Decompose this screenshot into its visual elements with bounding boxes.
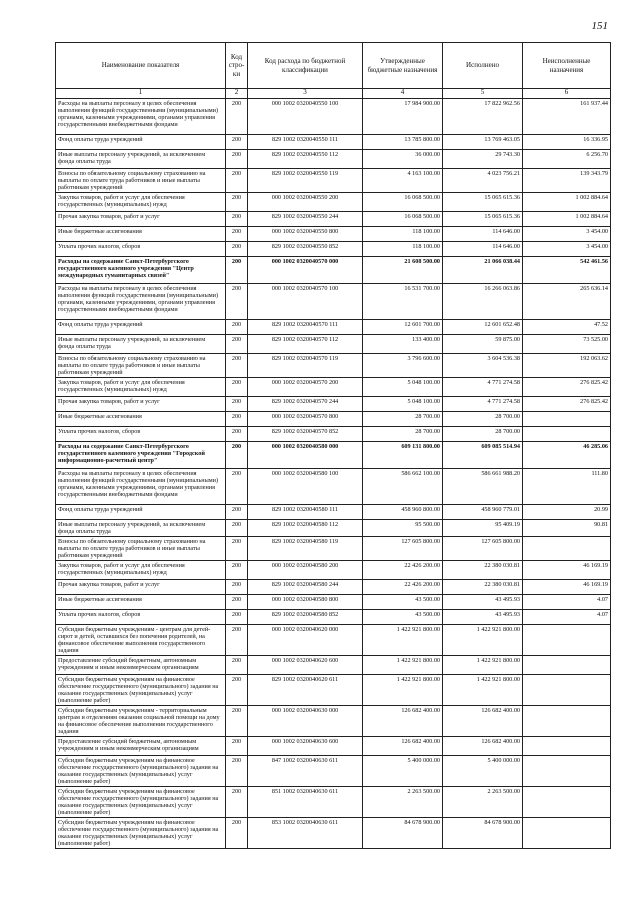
- table-row: [56, 520, 611, 537]
- budget-execution-table: [55, 42, 611, 849]
- cell-classification: 829 1002 0320040570 112: [248, 335, 363, 354]
- header-name: Наименование показателя: [56, 43, 226, 89]
- col-number: 3: [248, 89, 363, 99]
- header-approved: Утвержденные бюджетные назначения: [363, 43, 443, 89]
- cell-approved: 13 785 800.00: [363, 135, 443, 150]
- cell-name: Фонд оплаты труда учреждений: [56, 320, 226, 335]
- cell-name: Прочая закупка товаров, работ и услуг: [56, 397, 226, 412]
- cell-name: Иные бюджетные ассигнования: [56, 595, 226, 610]
- cell-name: Расходы на содержание Санкт-Петербургского государственного казенного учреждения "Городской информационно-расчетный центр": [56, 442, 226, 469]
- cell-executed: 84 678 900.00: [443, 818, 523, 849]
- cell-classification: 847 1002 0320040630 611: [248, 756, 363, 787]
- cell-name: Фонд оплаты труда учреждений: [56, 505, 226, 520]
- cell-unexecuted: 16 336.95: [523, 135, 611, 150]
- table-row: [56, 505, 611, 520]
- cell-unexecuted: 276 825.42: [523, 397, 611, 412]
- cell-classification: 000 1002 0320040580 100: [248, 469, 363, 505]
- cell-name: Взносы по обязательному социальному страхованию на выплаты по оплате труда работников и иные выплаты работникам учреждений: [56, 354, 226, 378]
- cell-executed: 4 023 756.21: [443, 169, 523, 193]
- cell-code: 200: [226, 284, 248, 320]
- table-row: [56, 412, 611, 427]
- cell-classification: 000 1002 0320040630 600: [248, 737, 363, 756]
- cell-executed: 1 422 921 800.00: [443, 625, 523, 656]
- cell-code: 200: [226, 537, 248, 561]
- cell-approved: 95 500.00: [363, 520, 443, 537]
- cell-code: 200: [226, 242, 248, 257]
- cell-classification: 829 1002 0320040550 112: [248, 150, 363, 169]
- col-number: 6: [523, 89, 611, 99]
- cell-code: 200: [226, 212, 248, 227]
- cell-code: 200: [226, 257, 248, 284]
- cell-approved: 118 100.00: [363, 242, 443, 257]
- cell-code: 200: [226, 427, 248, 442]
- cell-classification: 829 1002 0320040570 111: [248, 320, 363, 335]
- cell-unexecuted: 20.99: [523, 505, 611, 520]
- cell-executed: 29 743.30: [443, 150, 523, 169]
- cell-executed: 1 422 921 800.00: [443, 656, 523, 675]
- cell-name: Субсидии бюджетным учреждениям на финансовое обеспечение государственного (муниципального) задания на оказание государственных (муниципальных) услуг (выполнение работ): [56, 787, 226, 818]
- cell-approved: 43 500.00: [363, 595, 443, 610]
- cell-name: Уплата прочих налогов, сборов: [56, 242, 226, 257]
- table-row: [56, 561, 611, 580]
- cell-unexecuted: 73 525.00: [523, 335, 611, 354]
- cell-approved: 1 422 921 800.00: [363, 675, 443, 706]
- cell-classification: 829 1002 0320040570 244: [248, 397, 363, 412]
- cell-name: Иные выплаты персоналу учреждений, за исключением фонда оплаты труда: [56, 335, 226, 354]
- cell-approved: 126 682 400.00: [363, 737, 443, 756]
- cell-name: Иные бюджетные ассигнования: [56, 227, 226, 242]
- cell-code: 200: [226, 737, 248, 756]
- table-row: [56, 257, 611, 284]
- table-row: [56, 656, 611, 675]
- cell-name: Иные выплаты персоналу учреждений, за исключением фонда оплаты труда: [56, 150, 226, 169]
- table-row: [56, 625, 611, 656]
- cell-approved: 28 700.00: [363, 427, 443, 442]
- cell-code: 200: [226, 354, 248, 378]
- cell-approved: 17 984 900.00: [363, 99, 443, 135]
- header-classification: Код расхода по бюджетной классификации: [248, 43, 363, 89]
- cell-executed: 127 605 800.00: [443, 537, 523, 561]
- cell-classification: 000 1002 0320040570 800: [248, 412, 363, 427]
- cell-classification: 829 1002 0320040620 611: [248, 675, 363, 706]
- cell-classification: 000 1002 0320040580 000: [248, 442, 363, 469]
- table-row: [56, 595, 611, 610]
- cell-code: 200: [226, 442, 248, 469]
- cell-unexecuted: [523, 625, 611, 656]
- cell-approved: 21 608 500.00: [363, 257, 443, 284]
- cell-executed: 15 065 615.36: [443, 193, 523, 212]
- cell-executed: 22 380 030.81: [443, 561, 523, 580]
- cell-classification: 829 1002 0320040570 852: [248, 427, 363, 442]
- cell-unexecuted: 542 461.56: [523, 257, 611, 284]
- cell-approved: 609 131 800.00: [363, 442, 443, 469]
- cell-code: 200: [226, 135, 248, 150]
- table-row: [56, 610, 611, 625]
- cell-executed: 4 771 274.58: [443, 397, 523, 412]
- cell-code: 200: [226, 412, 248, 427]
- cell-executed: 458 960 779.01: [443, 505, 523, 520]
- table-row: [56, 320, 611, 335]
- cell-unexecuted: 3 454.00: [523, 242, 611, 257]
- table-row: [56, 378, 611, 397]
- cell-executed: 43 495.93: [443, 595, 523, 610]
- cell-name: Взносы по обязательному социальному страхованию на выплаты по оплате труда работников и иные выплаты работникам учреждений: [56, 169, 226, 193]
- cell-unexecuted: 161 937.44: [523, 99, 611, 135]
- table-row: [56, 135, 611, 150]
- cell-executed: 17 822 962.56: [443, 99, 523, 135]
- header-executed: Исполнено: [443, 43, 523, 89]
- cell-code: 200: [226, 756, 248, 787]
- cell-unexecuted: 1 002 884.64: [523, 193, 611, 212]
- cell-unexecuted: [523, 537, 611, 561]
- cell-name: Субсидии бюджетным учреждениям на финансовое обеспечение государственного (муниципального) задания на оказание государственных (муниципальных) услуг (выполнение работ): [56, 818, 226, 849]
- cell-approved: 43 500.00: [363, 610, 443, 625]
- cell-classification: 829 1002 0320040580 244: [248, 580, 363, 595]
- cell-code: 200: [226, 505, 248, 520]
- cell-unexecuted: [523, 675, 611, 706]
- cell-classification: 000 1002 0320040550 800: [248, 227, 363, 242]
- cell-classification: 829 1002 0320040580 852: [248, 610, 363, 625]
- cell-approved: 1 422 921 800.00: [363, 656, 443, 675]
- cell-approved: 5 048 100.00: [363, 378, 443, 397]
- table-row: [56, 537, 611, 561]
- cell-name: Субсидии бюджетным учреждениям на финансовое обеспечение государственного (муниципального) задания на оказание государственных (муниципальных) услуг (выполнение работ): [56, 675, 226, 706]
- cell-unexecuted: [523, 656, 611, 675]
- cell-name: Уплата прочих налогов, сборов: [56, 427, 226, 442]
- cell-executed: 59 875.00: [443, 335, 523, 354]
- header-code: Код стро-ки: [226, 43, 248, 89]
- cell-executed: 586 661 988.20: [443, 469, 523, 505]
- col-number: 5: [443, 89, 523, 99]
- cell-unexecuted: 47.52: [523, 320, 611, 335]
- cell-approved: 84 678 900.00: [363, 818, 443, 849]
- cell-approved: 586 662 100.00: [363, 469, 443, 505]
- cell-executed: 3 604 536.38: [443, 354, 523, 378]
- cell-approved: 22 426 200.00: [363, 580, 443, 595]
- table-row: [56, 469, 611, 505]
- cell-executed: 15 065 615.36: [443, 212, 523, 227]
- table-row: [56, 818, 611, 849]
- cell-classification: 829 1002 0320040550 852: [248, 242, 363, 257]
- cell-name: Уплата прочих налогов, сборов: [56, 610, 226, 625]
- cell-name: Предоставление субсидий бюджетным, автономным учреждениям и иным некоммерческим организациям: [56, 737, 226, 756]
- cell-unexecuted: 4.07: [523, 610, 611, 625]
- cell-executed: 13 769 463.05: [443, 135, 523, 150]
- cell-executed: 114 646.00: [443, 242, 523, 257]
- cell-code: 200: [226, 469, 248, 505]
- cell-executed: 2 263 500.00: [443, 787, 523, 818]
- cell-executed: 1 422 921 800.00: [443, 675, 523, 706]
- cell-unexecuted: [523, 756, 611, 787]
- cell-code: 200: [226, 397, 248, 412]
- cell-executed: 22 380 030.81: [443, 580, 523, 595]
- cell-executed: 126 682 400.00: [443, 706, 523, 737]
- cell-executed: 114 646.00: [443, 227, 523, 242]
- cell-name: Расходы на выплаты персоналу в целях обеспечения выполнения функций государственными (муниципальными) органами, казенными учреждениями, органами управления государственными внебюджетными фондами: [56, 99, 226, 135]
- cell-unexecuted: [523, 412, 611, 427]
- cell-approved: 28 700.00: [363, 412, 443, 427]
- cell-executed: 95 409.19: [443, 520, 523, 537]
- cell-classification: 829 1002 0320040580 119: [248, 537, 363, 561]
- cell-name: Прочая закупка товаров, работ и услуг: [56, 212, 226, 227]
- cell-classification: 853 1002 0320040630 611: [248, 818, 363, 849]
- cell-executed: 16 266 063.86: [443, 284, 523, 320]
- cell-name: Субсидии бюджетным учреждениям - территориальным центрам и отделениям оказания социальной помощи на дому на финансовое обеспечение выполнения государственного задания: [56, 706, 226, 737]
- cell-classification: 000 1002 0320040570 000: [248, 257, 363, 284]
- col-number: 2: [226, 89, 248, 99]
- cell-code: 200: [226, 675, 248, 706]
- cell-code: 200: [226, 520, 248, 537]
- cell-unexecuted: 1 002 884.64: [523, 212, 611, 227]
- cell-approved: 5 400 000.00: [363, 756, 443, 787]
- cell-unexecuted: 3 454.00: [523, 227, 611, 242]
- cell-classification: 829 1002 0320040580 111: [248, 505, 363, 520]
- col-number: 4: [363, 89, 443, 99]
- table-row: [56, 193, 611, 212]
- cell-code: 200: [226, 625, 248, 656]
- cell-unexecuted: 46 285.06: [523, 442, 611, 469]
- cell-approved: 3 796 600.00: [363, 354, 443, 378]
- cell-code: 200: [226, 150, 248, 169]
- cell-code: 200: [226, 818, 248, 849]
- cell-unexecuted: 111.80: [523, 469, 611, 505]
- table-row: [56, 397, 611, 412]
- cell-code: 200: [226, 169, 248, 193]
- cell-unexecuted: [523, 818, 611, 849]
- table-row: [56, 580, 611, 595]
- cell-unexecuted: [523, 706, 611, 737]
- cell-executed: 28 700.00: [443, 412, 523, 427]
- cell-executed: 126 682 400.00: [443, 737, 523, 756]
- cell-code: 200: [226, 580, 248, 595]
- table-row: [56, 442, 611, 469]
- table-row: [56, 227, 611, 242]
- cell-approved: 16 068 500.00: [363, 212, 443, 227]
- cell-approved: 1 422 921 800.00: [363, 625, 443, 656]
- cell-approved: 36 000.00: [363, 150, 443, 169]
- header-unexecuted: Неисполненные назначения: [523, 43, 611, 89]
- table-row: [56, 706, 611, 737]
- cell-unexecuted: [523, 427, 611, 442]
- table-row: [56, 169, 611, 193]
- cell-code: 200: [226, 561, 248, 580]
- cell-code: 200: [226, 193, 248, 212]
- cell-approved: 458 960 800.00: [363, 505, 443, 520]
- cell-name: Прочая закупка товаров, работ и услуг: [56, 580, 226, 595]
- cell-unexecuted: [523, 787, 611, 818]
- cell-unexecuted: 6 256.70: [523, 150, 611, 169]
- cell-name: Иные выплаты персоналу учреждений, за исключением фонда оплаты труда: [56, 520, 226, 537]
- cell-unexecuted: 139 343.79: [523, 169, 611, 193]
- cell-unexecuted: [523, 737, 611, 756]
- cell-name: Иные бюджетные ассигнования: [56, 412, 226, 427]
- cell-unexecuted: 4.07: [523, 595, 611, 610]
- cell-name: Расходы на содержание Санкт-Петербургского государственного казенного учреждения "Центр международных гуманитарных связей": [56, 257, 226, 284]
- cell-code: 200: [226, 227, 248, 242]
- cell-classification: 000 1002 0320040550 200: [248, 193, 363, 212]
- cell-name: Закупка товаров, работ и услуг для обеспечения государственных (муниципальных) нужд: [56, 193, 226, 212]
- cell-approved: 4 163 100.00: [363, 169, 443, 193]
- cell-name: Предоставление субсидий бюджетным, автономным учреждениям и иным некоммерческим организациям: [56, 656, 226, 675]
- cell-classification: 829 1002 0320040580 112: [248, 520, 363, 537]
- cell-classification: 829 1002 0320040550 111: [248, 135, 363, 150]
- cell-classification: 000 1002 0320040620 000: [248, 625, 363, 656]
- cell-executed: 12 601 652.48: [443, 320, 523, 335]
- cell-classification: 000 1002 0320040570 200: [248, 378, 363, 397]
- cell-executed: 21 066 038.44: [443, 257, 523, 284]
- cell-classification: 829 1002 0320040550 119: [248, 169, 363, 193]
- cell-classification: 000 1002 0320040570 100: [248, 284, 363, 320]
- cell-approved: 22 426 200.00: [363, 561, 443, 580]
- cell-classification: 829 1002 0320040550 244: [248, 212, 363, 227]
- cell-approved: 16 068 500.00: [363, 193, 443, 212]
- cell-name: Закупка товаров, работ и услуг для обеспечения государственных (муниципальных) нужд: [56, 378, 226, 397]
- cell-code: 200: [226, 378, 248, 397]
- cell-code: 200: [226, 99, 248, 135]
- cell-unexecuted: 276 825.42: [523, 378, 611, 397]
- table-row: [56, 284, 611, 320]
- cell-classification: 000 1002 0320040630 000: [248, 706, 363, 737]
- cell-name: Взносы по обязательному социальному страхованию на выплаты по оплате труда работников и иные выплаты работникам учреждений: [56, 537, 226, 561]
- cell-approved: 16 531 700.00: [363, 284, 443, 320]
- table-row: [56, 787, 611, 818]
- table-row: [56, 150, 611, 169]
- cell-name: Расходы на выплаты персоналу в целях обеспечения выполнения функций государственными (муниципальными) органами, казенными учреждениями, органами управления государственными внебюджетными фондами: [56, 284, 226, 320]
- cell-classification: 000 1002 0320040580 200: [248, 561, 363, 580]
- cell-classification: 000 1002 0320040580 800: [248, 595, 363, 610]
- cell-name: Субсидии бюджетным учреждениям - центрам для детей-сирот и детей, оставшихся без попечения родителей, на финансовое обеспечение выполнения государственного задания: [56, 625, 226, 656]
- cell-unexecuted: 90.81: [523, 520, 611, 537]
- table-row: [56, 756, 611, 787]
- cell-code: 200: [226, 787, 248, 818]
- header-row: [56, 43, 611, 89]
- cell-name: Фонд оплаты труда учреждений: [56, 135, 226, 150]
- cell-approved: 12 601 700.00: [363, 320, 443, 335]
- cell-approved: 133 400.00: [363, 335, 443, 354]
- table-row: [56, 737, 611, 756]
- cell-approved: 2 263 500.00: [363, 787, 443, 818]
- table-row: [56, 675, 611, 706]
- cell-unexecuted: 192 063.62: [523, 354, 611, 378]
- cell-approved: 118 100.00: [363, 227, 443, 242]
- table-row: [56, 99, 611, 135]
- cell-executed: 5 400 000.00: [443, 756, 523, 787]
- cell-executed: 609 085 514.94: [443, 442, 523, 469]
- cell-classification: 000 1002 0320040620 600: [248, 656, 363, 675]
- cell-approved: 126 682 400.00: [363, 706, 443, 737]
- cell-executed: 28 700.00: [443, 427, 523, 442]
- page-number: 151: [591, 20, 608, 32]
- table-row: [56, 354, 611, 378]
- cell-executed: 43 495.93: [443, 610, 523, 625]
- cell-code: 200: [226, 610, 248, 625]
- cell-classification: 829 1002 0320040570 119: [248, 354, 363, 378]
- cell-name: Субсидии бюджетным учреждениям на финансовое обеспечение государственного (муниципального) задания на оказание государственных (муниципальных) услуг (выполнение работ): [56, 756, 226, 787]
- table-row: [56, 427, 611, 442]
- cell-executed: 4 771 274.58: [443, 378, 523, 397]
- cell-approved: 127 605 800.00: [363, 537, 443, 561]
- table-row: [56, 242, 611, 257]
- cell-name: Закупка товаров, работ и услуг для обеспечения государственных (муниципальных) нужд: [56, 561, 226, 580]
- cell-code: 200: [226, 320, 248, 335]
- cell-code: 200: [226, 335, 248, 354]
- cell-code: 200: [226, 595, 248, 610]
- table-row: [56, 212, 611, 227]
- table-row: [56, 335, 611, 354]
- cell-unexecuted: 46 169.19: [523, 561, 611, 580]
- cell-code: 200: [226, 656, 248, 675]
- cell-unexecuted: 46 169.19: [523, 580, 611, 595]
- column-number-row: [56, 89, 611, 99]
- cell-approved: 5 048 100.00: [363, 397, 443, 412]
- cell-classification: 851 1002 0320040630 611: [248, 787, 363, 818]
- cell-name: Расходы на выплаты персоналу в целях обеспечения выполнения функций государственными (муниципальными) органами, казенными учреждениями, органами управления государственными внебюджетными фондами: [56, 469, 226, 505]
- cell-code: 200: [226, 706, 248, 737]
- cell-classification: 000 1002 0320040550 100: [248, 99, 363, 135]
- col-number: 1: [56, 89, 226, 99]
- cell-unexecuted: 265 636.14: [523, 284, 611, 320]
